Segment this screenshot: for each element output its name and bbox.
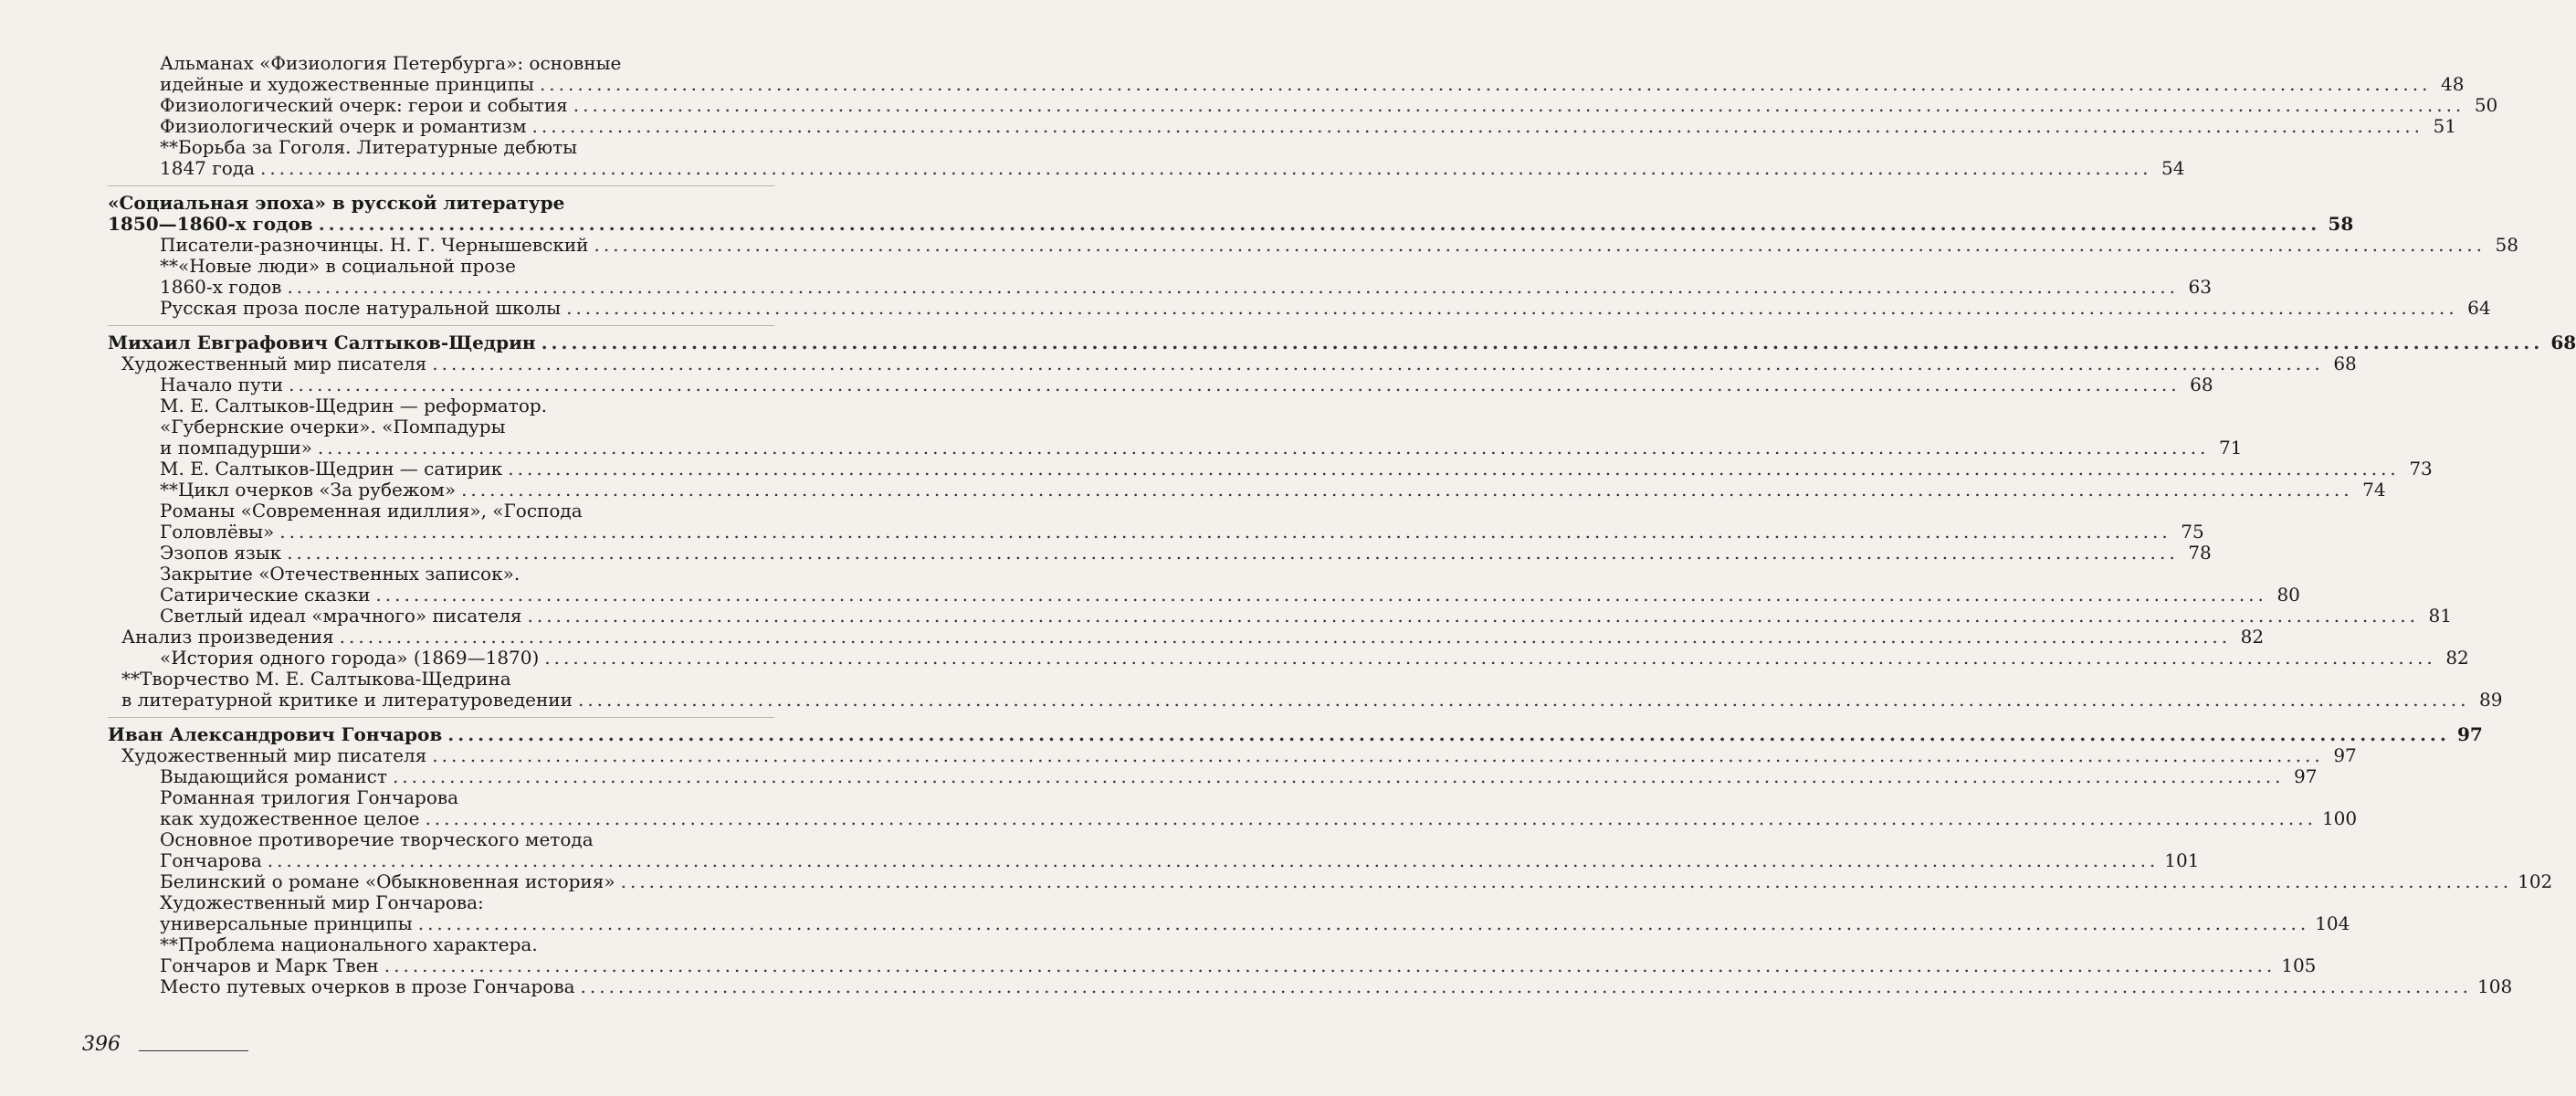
toc-entry-title: Начало пути [160,374,284,395]
toc-entry-last-line [160,374,2213,395]
toc-entry [0,479,2386,501]
toc-entry-page: 63 [2188,276,2212,298]
toc-entry-page: 64 [2467,297,2491,319]
toc-entry-page: 97 [2293,765,2318,787]
toc-entry-line: Альманах «Физиология Петербурга»: основные [160,52,622,74]
toc-entry-line: Романы «Современная идиллия», «Господа [160,500,583,522]
toc-entry-last-line [160,912,2350,934]
toc-entry-line: **Проблема национального характера. [160,933,538,955]
toc-entry-last-line [108,723,2483,745]
dot-leader: ........................................................................................................................................................................................................ [527,605,2419,627]
toc-entry-last-line [160,765,2318,787]
toc-entry [0,136,2185,179]
toc-entry [0,542,2212,564]
toc-entry-title: 1847 года [160,157,256,179]
toc-entry-title: 1860-х годов [160,276,282,298]
toc-entry-title: Светлый идеал «мрачного» писателя [160,605,522,627]
toc-entry-title: Писатели-разночинцы. Н. Г. Чернышевский [160,234,589,256]
page-number: 396 [82,1033,121,1056]
toc-entry [0,933,2317,976]
dot-leader: ........................................................................................................................................................................................................ [287,542,2179,564]
dot-leader: ........................................................................................................................................................................................................ [318,213,2321,235]
toc-entry-page: 108 [2477,975,2513,997]
toc-entry-page: 78 [2188,542,2212,564]
toc-entry-last-line [121,744,2357,766]
toc-entry-last-line [160,94,2498,116]
toc-entry-line: **Борьба за Гоголя. Литературные дебюты [160,136,578,158]
section-divider [108,717,774,718]
toc-entry-page: 104 [2315,912,2350,934]
toc-entry-page: 81 [2428,605,2452,627]
toc-entry-title: Русская проза после натуральной школы [160,297,562,319]
dot-leader: ........................................................................................................................................................................................................ [461,479,2353,501]
section-divider [108,325,774,326]
toc-entry-last-line [121,626,2265,648]
dot-leader: ........................................................................................................................................................................................................ [594,234,2486,256]
section-divider [108,185,774,186]
toc-entry [0,115,2456,137]
toc-entry-last-line [160,954,2317,976]
toc-entry-page: 71 [2218,437,2243,458]
toc-entry-last-line [160,458,2433,480]
toc-entry-title: идейные и художественные принципы [160,73,534,95]
toc-entry [0,297,2491,319]
toc-entry-title: Гончарова [160,849,262,871]
toc-entry-line: **Творчество М. Е. Салтыкова-Щедрина [121,668,511,690]
toc-entry-page: 102 [2518,870,2553,892]
dot-leader: ........................................................................................................................................................................................................ [375,584,2267,606]
toc-entry-line: **«Новые люди» в социальной прозе [160,255,516,277]
toc-entry [0,234,2518,256]
toc-entry-title: Анализ произведения [121,626,334,648]
toc-entry-page: 68 [2550,332,2576,353]
dot-leader: ........................................................................................................................................................................................................ [447,723,2450,745]
toc-entry [0,94,2498,116]
dot-leader: ........................................................................................................................................................................................................ [432,744,2324,766]
dot-leader: ........................................................................................................................................................................................................ [541,332,2544,353]
toc-entry-title: Сатирические сказки [160,584,371,606]
toc-entry-title: Гончаров и Марк Твен [160,954,379,976]
toc-entry-last-line [160,234,2518,256]
toc-entry-page: 82 [2240,626,2265,648]
toc-entry [0,52,2465,95]
toc-entry-line: Романная трилогия Гончарова [160,786,459,808]
toc-entry-last-line [160,807,2358,829]
toc-entry-title: М. Е. Салтыков-Щедрин — сатирик [160,458,503,480]
toc-entry-title: 1850—1860-х годов [108,213,313,235]
toc-entry-line: «Социальная эпоха» в русской литературе [108,192,565,214]
toc-entry-page: 50 [2474,94,2498,116]
dot-leader: ........................................................................................................................................................................................................ [539,73,2432,95]
toc-entry-last-line [108,213,2354,235]
toc-entry-line: М. Е. Салтыков-Щедрин — реформатор. [160,395,548,416]
toc-entry-title: Выдающийся романист [160,765,387,787]
toc-entry-last-line [160,584,2300,606]
dot-leader: ........................................................................................................................................................................................................ [580,975,2473,997]
toc-entry [0,786,2358,829]
dot-leader: ........................................................................................................................................................................................................ [279,521,2171,543]
table-of-contents [0,52,2576,997]
toc-entry [0,765,2318,787]
toc-entry-page: 97 [2333,744,2357,766]
dot-leader: ........................................................................................................................................................................................................ [384,954,2276,976]
toc-entry-title: **Цикл очерков «За рубежом» [160,479,457,501]
toc-entry-page: 51 [2433,115,2456,137]
toc-entry-page: 100 [2321,807,2358,829]
toc-entry [0,353,2357,374]
toc-entry-title: универсальные принципы [160,912,413,934]
dot-leader: ........................................................................................................................................................................................................ [392,765,2285,787]
toc-entry [0,647,2469,669]
toc-entry-last-line [160,521,2204,543]
toc-entry [0,668,2503,711]
toc-entry [0,500,2204,543]
toc-entry-last-line [160,975,2513,997]
footer-rule [139,1050,248,1051]
toc-entry-title: Место путевых очерков в прозе Гончарова [160,975,575,997]
dot-leader: ........................................................................................................................................................................................................ [577,689,2470,711]
dot-leader: ........................................................................................................................................................................................................ [531,115,2424,137]
dot-leader: ........................................................................................................................................................................................................ [287,276,2179,298]
dot-leader: ........................................................................................................................................................................................................ [508,458,2400,480]
toc-entry-title: как художественное целое [160,807,420,829]
dot-leader: ........................................................................................................................................................................................................ [573,94,2466,116]
toc-entry-title: Физиологический очерк и романтизм [160,115,527,137]
toc-entry-last-line [160,870,2553,892]
toc-entry [0,374,2213,395]
toc-entry [0,891,2350,934]
toc-entry-title: Головлёвы» [160,521,275,543]
toc-entry [0,626,2265,648]
toc-entry-line: «Губернские очерки». «Помпадуры [160,416,506,437]
toc-entry-line: Основное противоречие творческого метода [160,828,594,850]
page-footer [82,1033,248,1056]
toc-entry-line: Закрытие «Отечественных записок». [160,563,520,585]
toc-section-entry [0,723,2483,745]
toc-entry-last-line [160,647,2469,669]
toc-entry-title: Михаил Евграфович Салтыков-Щедрин [108,332,536,353]
toc-entry-last-line [160,605,2452,627]
toc-entry-page: 97 [2457,723,2483,745]
toc-entry-page: 68 [2333,353,2357,374]
toc-entry-title: Эзопов язык [160,542,282,564]
toc-entry-last-line [160,297,2491,319]
toc-entry-last-line [160,479,2386,501]
dot-leader: ........................................................................................................................................................................................................ [566,297,2458,319]
toc-entry-page: 80 [2276,584,2300,606]
dot-leader: ........................................................................................................................................................................................................ [289,374,2181,395]
toc-entry-last-line [160,157,2185,179]
toc-section-entry [0,192,2354,235]
dot-leader: ........................................................................................................................................................................................................ [339,626,2232,648]
toc-entry [0,828,2200,871]
toc-entry-page: 54 [2161,157,2185,179]
toc-entry [0,255,2212,298]
toc-entry [0,563,2300,606]
toc-entry-title: Художественный мир писателя [121,744,427,766]
toc-entry-last-line [108,332,2576,353]
toc-entry-title: и помпадурши» [160,437,312,458]
toc-entry-title: «История одного города» (1869—1870) [160,647,540,669]
toc-entry-title: Иван Александрович Гончаров [108,723,443,745]
dot-leader: ........................................................................................................................................................................................................ [417,912,2310,934]
toc-entry-page: 89 [2479,689,2503,711]
dot-leader: ........................................................................................................................................................................................................ [432,353,2324,374]
toc-entry [0,605,2452,627]
toc-entry [0,870,2553,892]
toc-entry-page: 82 [2445,647,2469,669]
toc-entry-page: 73 [2409,458,2433,480]
toc-entry-last-line [121,353,2357,374]
dot-leader: ........................................................................................................................................................................................................ [260,157,2152,179]
toc-entry-page: 75 [2181,521,2204,543]
toc-entry-page: 58 [2328,213,2354,235]
dot-leader: ........................................................................................................................................................................................................ [425,807,2317,829]
toc-entry-title: в литературной критике и литературоведении [121,689,573,711]
toc-entry-page: 48 [2440,73,2465,95]
dot-leader: ........................................................................................................................................................................................................ [267,849,2160,871]
toc-entry-last-line [160,115,2456,137]
dot-leader: ........................................................................................................................................................................................................ [620,870,2513,892]
toc-entry-last-line [121,689,2503,711]
toc-entry [0,395,2243,458]
dot-leader: ........................................................................................................................................................................................................ [544,647,2436,669]
dot-leader: ........................................................................................................................................................................................................ [317,437,2210,458]
toc-entry-page: 105 [2281,954,2317,976]
toc-entry-title: Физиологический очерк: герои и события [160,94,568,116]
toc-entry-page: 58 [2495,234,2518,256]
toc-entry-last-line [160,849,2200,871]
toc-entry-last-line [160,542,2212,564]
toc-entry-page: 68 [2190,374,2213,395]
toc-section-entry [0,332,2576,353]
toc-entry-line: Художественный мир Гончарова: [160,891,484,913]
toc-entry-last-line [160,276,2212,298]
toc-entry-last-line [160,437,2243,458]
toc-entry [0,975,2513,997]
toc-entry-title: Белинский о романе «Обыкновенная история» [160,870,615,892]
toc-entry-last-line [160,73,2465,95]
toc-entry-page: 74 [2362,479,2386,501]
toc-entry [0,744,2357,766]
toc-entry [0,458,2433,480]
toc-entry-page: 101 [2164,849,2200,871]
toc-entry-title: Художественный мир писателя [121,353,427,374]
